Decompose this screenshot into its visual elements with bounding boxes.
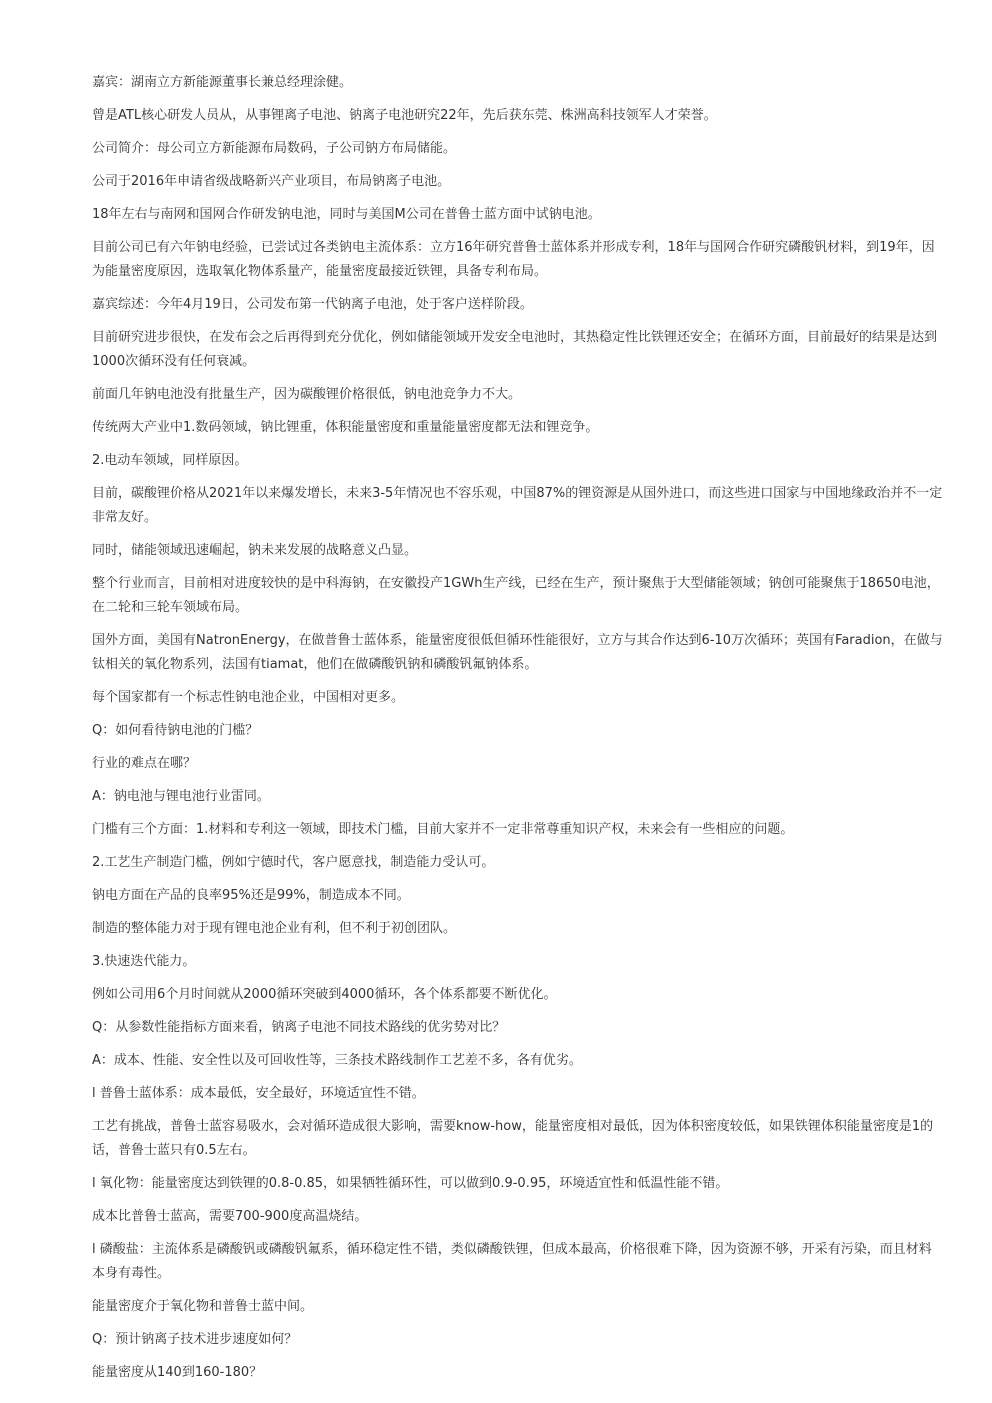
paragraph-answer-similar: A：钠电池与锂电池行业雷同。 [92, 789, 270, 804]
paragraph-manufacturing-ability: 制造的整体能力对于现有锂电池企业有利，但不利于初创团队。 [92, 921, 457, 936]
paragraph-research-progress: 目前研究进步很快，在发布会之后再得到充分优化，例如储能领域开发安全电池时，其热稳定性比铁锂还安全；在循环方面，目前最好的结果是达到1000次循环没有任何衰减。 [92, 330, 938, 369]
paragraph-energy-density: 能量密度从140到160-180？ [92, 1365, 263, 1380]
paragraph-guest-summary: 嘉宾综述：今年4月19日，公司发布第一代钠离子电池，处于客户送样阶段。 [92, 297, 533, 312]
paragraph-question-threshold: Q：如何看待钠电池的门槛？ [92, 723, 259, 738]
paragraph-threshold-3: 3.快速迭代能力。 [92, 954, 196, 969]
paragraph-storage-rise: 同时，储能领域迅速崛起，钠未来发展的战略意义凸显。 [92, 543, 418, 558]
paragraph-sodium-experience: 目前公司已有六年钠电经验，已尝试过各类钠电主流体系：立方16年研究普鲁士蓝体系并形成专利，18年与国网合作研究磷酸钒材料，到19年，因为能量密度原因，选取氧化物体系量产，能量密度最接近铁锂，具备专利布局。 [92, 240, 935, 279]
paragraph-no-mass-production: 前面几年钠电池没有批量生产，因为碳酸锂价格很低，钠电池竞争力不大。 [92, 387, 522, 402]
paragraph-overseas: 国外方面，美国有NatronEnergy，在做普鲁士蓝体系，能量密度很低但循环性能很好，立方与其合作达到6-10万次循环；英国有Faradion，在做与钛相关的氧化物系列，法国有tiamat，他们在做磷酸钒钠和磷酸钒氟钠体系。 [92, 633, 943, 672]
paragraph-national-enterprises: 每个国家都有一个标志性钠电池企业，中国相对更多。 [92, 690, 405, 705]
paragraph-guest-intro: 嘉宾：湖南立方新能源董事长兼总经理涂健。 [92, 75, 353, 90]
paragraph-question-difficulty: 行业的难点在哪？ [92, 756, 197, 771]
paragraph-threshold-1: 门槛有三个方面：1.材料和专利这一领域，即技术门槛，目前大家并不一定非常尊重知识产权，未来会有一些相应的问题。 [92, 822, 794, 837]
paragraph-prussian-blue-challenge: 工艺有挑战，普鲁士蓝容易吸水，会对循环造成很大影响，需要know-how，能量密度相对最低，因为体积密度较低，如果铁锂体积能量密度是1的话，普鲁士蓝只有0.5左右。 [92, 1119, 934, 1158]
document-body [92, 71, 944, 1394]
paragraph-lithium-price: 目前，碳酸锂价格从2021年以来爆发增长，未来3-5年情况也不容乐观，中国87%的锂资源是从国外进口，而这些进口国家与中国地缘政治并不一定非常友好。 [92, 486, 943, 525]
paragraph-phosphate: l 磷酸盐：主流体系是磷酸钒或磷酸钒氟系，循环稳定性不错，类似磷酸铁锂，但成本最高，价格很难下降，因为资源不够，开采有污染，而且材料本身有毒性。 [92, 1242, 932, 1281]
paragraph-oxide-cost: 成本比普鲁士蓝高，需要700-900度高温烧结。 [92, 1209, 368, 1224]
paragraph-prussian-blue: l 普鲁士蓝体系：成本最低，安全最好，环境适宜性不错。 [92, 1086, 425, 1101]
paragraph-question-progress: Q：预计钠离子技术进步速度如何？ [92, 1332, 298, 1347]
paragraph-threshold-2: 2.工艺生产制造门槛，例如宁德时代，客户愿意找，制造能力受认可。 [92, 855, 495, 870]
paragraph-company-profile: 公司简介：母公司立方新能源布局数码，子公司钠方布局储能。 [92, 141, 457, 156]
paragraph-phosphate-density: 能量密度介于氧化物和普鲁士蓝中间。 [92, 1299, 314, 1314]
paragraph-oxide: l 氧化物：能量密度达到铁锂的0.8-0.85，如果牺牲循环性，可以做到0.9-0.95，环境适宜性和低温性能不错。 [92, 1176, 729, 1191]
paragraph-ev-field: 2.电动车领域，同样原因。 [92, 453, 248, 468]
paragraph-digital-field: 传统两大产业中1.数码领域，钠比锂重，体积能量密度和重量能量密度都无法和锂竞争。 [92, 420, 599, 435]
paragraph-guest-background: 曾是ATL核心研发人员从，从事锂离子电池、钠离子电池研究22年，先后获东莞、株洲高科技领军人才荣誉。 [92, 108, 717, 123]
paragraph-industry-progress: 整个行业而言，目前相对进度较快的是中科海钠，在安徽投产1GWh生产线，已经在生产，预计聚焦于大型储能领域；钠创可能聚焦于18650电池，在二轮和三轮车领域布局。 [92, 576, 940, 615]
paragraph-answer-routes: A：成本、性能、安全性以及可回收性等，三条技术路线制作工艺差不多，各有优劣。 [92, 1053, 582, 1068]
paragraph-2018-cooperation: 18年左右与南网和国网合作研发钠电池，同时与美国M公司在普鲁士蓝方面中试钠电池。 [92, 207, 601, 222]
paragraph-cycle-example: 例如公司用6个月时间就从2000循环突破到4000循环，各个体系都要不断优化。 [92, 987, 557, 1002]
paragraph-2016-project: 公司于2016年申请省级战略新兴产业项目，布局钠离子电池。 [92, 174, 451, 189]
paragraph-question-routes: Q：从参数性能指标方面来看，钠离子电池不同技术路线的优劣势对比？ [92, 1020, 506, 1035]
paragraph-yield-cost: 钠电方面在产品的良率95%还是99%，制造成本不同。 [92, 888, 410, 903]
